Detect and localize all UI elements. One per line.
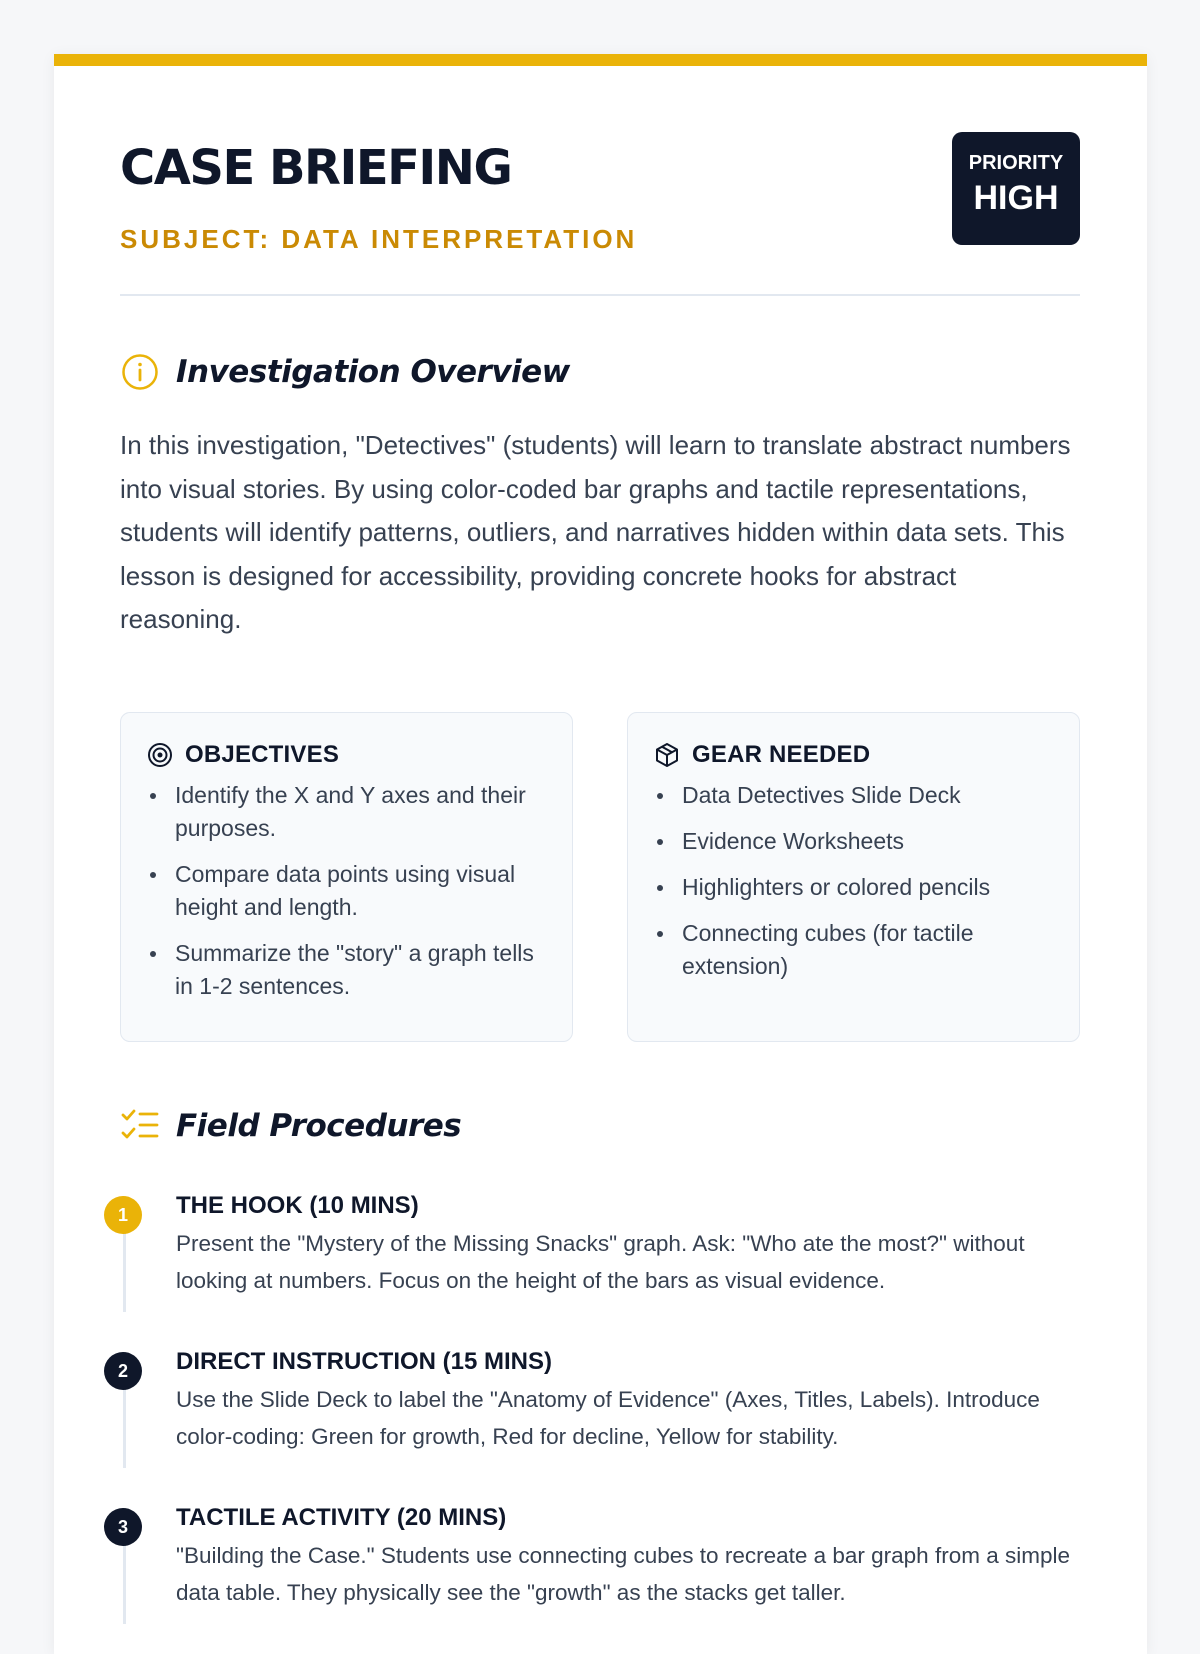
overview-heading xyxy=(120,352,570,392)
page-title: CASE BRIEFING xyxy=(120,140,512,196)
list-item: Evidence Worksheets xyxy=(654,825,1053,858)
step-text: Present the "Mystery of the Missing Snacks" graph. Ask: "Who ate the most?" without looking at numbers. Focus on the height of the bars as visual evidence. xyxy=(176,1231,1025,1293)
gear-list xyxy=(654,779,1053,983)
priority-badge xyxy=(952,132,1080,245)
list-item: Identify the X and Y axes and their purposes. xyxy=(147,779,546,845)
priority-value: HIGH xyxy=(973,179,1059,217)
gear-box xyxy=(627,712,1080,1042)
overview-text: In this investigation, "Detectives" (students) will learn to translate abstract numbers into visual stories. By using color-coded bar graphs and tactile representations, students will identify patterns, outliers, and narratives hidden within data sets. This lesson is designed for accessibility, providing concrete hooks for abstract reasoning. xyxy=(120,430,1071,634)
step-number: 1 xyxy=(104,1196,142,1234)
box-icon xyxy=(654,742,680,768)
target-icon xyxy=(147,742,173,768)
step-text: Use the Slide Deck to label the "Anatomy of Evidence" (Axes, Titles, Labels). Introduce color-coding: Green for growth, Red for decline, Yellow for stability. xyxy=(176,1387,1040,1449)
priority-label: PRIORITY xyxy=(968,152,1064,174)
page-subtitle: SUBJECT: DATA INTERPRETATION xyxy=(120,224,638,254)
step-number: 3 xyxy=(104,1508,142,1546)
step-number: 2 xyxy=(104,1352,142,1390)
procedures-steps xyxy=(104,1178,1094,1646)
procedure-step xyxy=(104,1490,1094,1646)
briefing-card xyxy=(54,54,1147,1654)
step-title: THE HOOK (10 MINS) xyxy=(176,1192,419,1219)
procedure-step xyxy=(104,1178,1094,1334)
list-item: Highlighters or colored pencils xyxy=(654,871,1053,904)
list-item: Summarize the "story" a graph tells in 1-2 sentences. xyxy=(147,937,546,1003)
step-title: TACTILE ACTIVITY (20 MINS) xyxy=(176,1504,507,1531)
objectives-box xyxy=(120,712,573,1042)
overview-title: Investigation Overview xyxy=(176,354,570,390)
briefing-header xyxy=(120,132,1080,296)
objectives-title: OBJECTIVES xyxy=(185,741,340,768)
info-icon xyxy=(120,352,160,392)
procedures-title: Field Procedures xyxy=(176,1108,462,1144)
list-item: Connecting cubes (for tactile extension) xyxy=(654,917,1053,983)
objectives-list xyxy=(147,779,546,1003)
procedures-heading xyxy=(120,1106,461,1146)
procedure-step xyxy=(104,1334,1094,1490)
checklist-icon xyxy=(120,1106,160,1146)
list-item: Compare data points using visual height and length. xyxy=(147,858,546,924)
list-item: Data Detectives Slide Deck xyxy=(654,779,1053,812)
gear-title: GEAR NEEDED xyxy=(692,741,871,768)
step-text: "Building the Case." Students use connecting cubes to recreate a bar graph from a simple data table. They physically see the "growth" as the stacks get taller. xyxy=(176,1543,1070,1605)
step-title: DIRECT INSTRUCTION (15 MINS) xyxy=(176,1348,553,1375)
